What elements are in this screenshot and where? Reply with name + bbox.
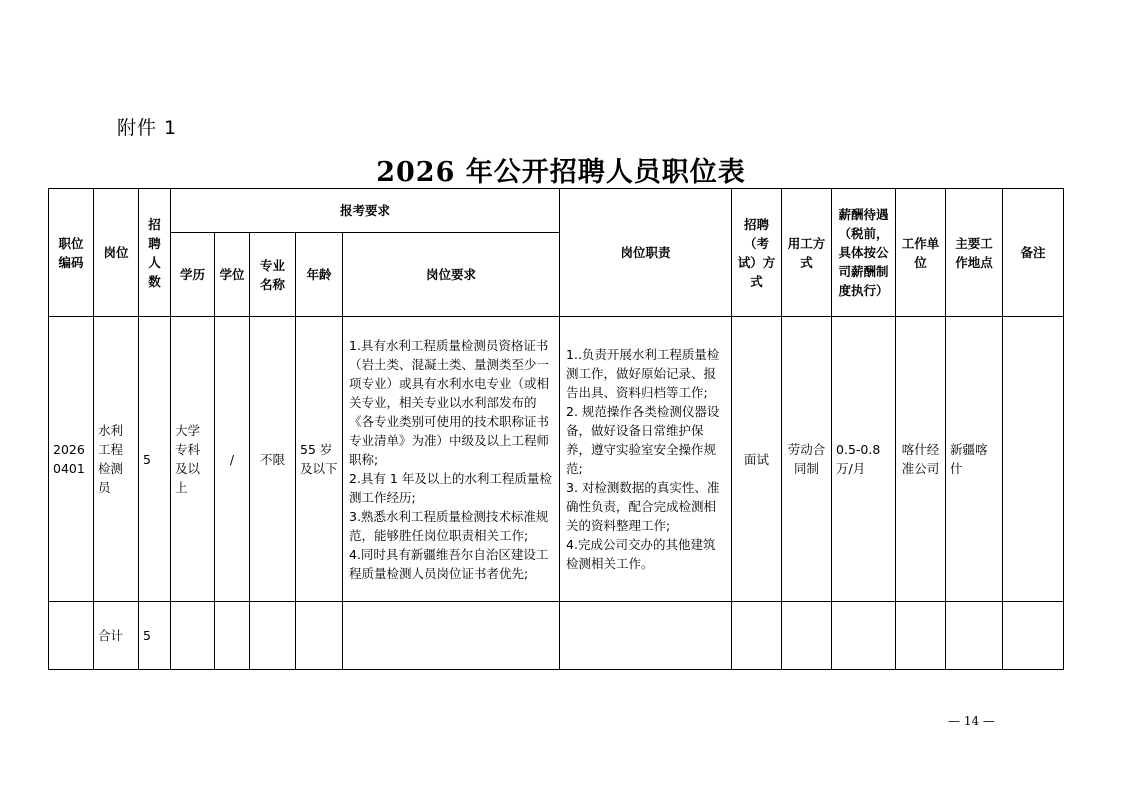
total-empty-cell [215,602,250,670]
total-row [49,602,1064,670]
header-post-requirements: 岗位要求 [343,233,560,317]
header-employment: 用工方式 [782,189,832,317]
page-title: 2026 年公开招聘人员职位表 [376,157,746,188]
header-post: 岗位 [94,189,139,317]
header-age: 年龄 [296,233,343,317]
total-empty-cell [560,602,732,670]
total-empty-cell [343,602,560,670]
total-empty-cell [250,602,296,670]
header-salary: 薪酬待遇（税前，具体按公司薪酬制度执行） [832,189,896,317]
requirement-item: 4.同时具有新疆维吾尔自治区建设工程质量检测人员岗位证书者优先; [349,546,549,581]
total-count: 5 [139,602,171,670]
total-empty-cell [946,602,1003,670]
cell-degree: / [215,317,250,602]
total-empty-cell [296,602,343,670]
cell-post: 水利工程检测员 [94,317,139,602]
cell-remarks [1003,317,1064,602]
attachment-label: 附件 1 [117,117,178,139]
total-label: 合计 [94,602,139,670]
cell-major: 不限 [250,317,296,602]
page-number: — 14 — [948,714,995,728]
cell-education: 大学专科及以上 [171,317,215,602]
duty-item: 3. 对检测数据的真实性、准确性负责，配合完成检测相关的资料整理工作; [566,480,720,533]
cell-salary: 0.5-0.8 万/月 [832,317,896,602]
header-unit: 工作单位 [896,189,946,317]
header-remarks: 备注 [1003,189,1064,317]
total-empty-cell [896,602,946,670]
total-empty-cell [171,602,215,670]
header-education: 学历 [171,233,215,317]
header-duties: 岗位职责 [560,189,732,317]
header-code: 职位编码 [49,189,94,317]
header-location: 主要工作地点 [946,189,1003,317]
header-major: 专业名称 [250,233,296,317]
positions-table [48,188,1064,670]
requirement-item: 2.具有 1 年及以上的水利工程质量检测工作经历; [349,470,552,505]
requirement-item: 1.具有水利工程质量检测员资格证书（岩土类、混凝土类、量测类至少一项专业）或具有水利水电专业（或相关专业，相关专业以水利部发布的《各专业类别可使用的技术职称证书专业清单》为准）中级及以上工程师职称; [349,337,550,467]
total-empty-cell [1003,602,1064,670]
cell-code: 2026 0401 [49,317,94,602]
requirement-item: 3.熟悉水利工程质量检测技术标准规范，能够胜任岗位职责相关工作; [349,508,549,543]
header-method: 招聘（考试）方式 [732,189,782,317]
cell-duties [560,317,732,602]
cell-unit: 喀什经准公司 [896,317,946,602]
table-row [49,317,1064,602]
cell-age: 55 岁及以下 [296,317,343,602]
duty-item: 1..负责开展水利工程质量检测工作，做好原始记录、报告出具、资料归档等工作; [566,347,720,400]
header-apply-requirements: 报考要求 [171,189,560,233]
total-empty-cell [732,602,782,670]
cell-method: 面试 [732,317,782,602]
cell-employment: 劳动合同制 [782,317,832,602]
duty-item: 2. 规范操作各类检测仪器设备，做好设备日常维护保养，遵守实验室安全操作规范; [566,404,720,476]
cell-count: 5 [139,317,171,602]
total-empty-cell [49,602,94,670]
total-empty-cell [782,602,832,670]
cell-location: 新疆喀什 [946,317,1003,602]
header-degree: 学位 [215,233,250,317]
cell-post-requirements [343,317,560,602]
duty-item: 4.完成公司交办的其他建筑检测相关工作。 [566,537,716,571]
header-count: 招聘人数 [139,189,171,317]
total-empty-cell [832,602,896,670]
